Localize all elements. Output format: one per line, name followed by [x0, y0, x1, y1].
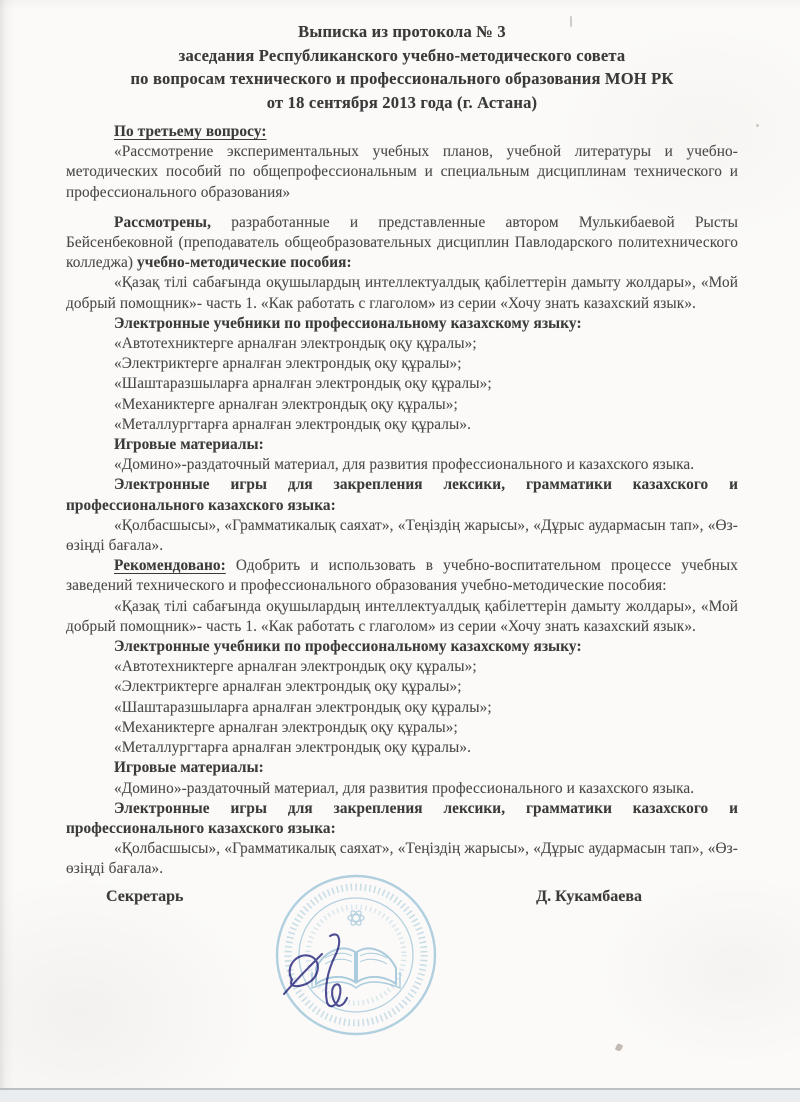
ebook-item: «Металлургтарға арналған электрондық оқу құралы».	[114, 739, 472, 757]
ebook-item: «Механиктерге арналған электрондық оқу құралы»;	[114, 395, 458, 413]
ebook-item: «Электриктерге арналған электрондық оқу құралы»;	[114, 678, 462, 696]
scan-artifact	[756, 124, 759, 127]
games-heading: Игровые материалы:	[114, 759, 264, 777]
title-line-2: заседания Республиканского учебно-методического совета	[178, 45, 626, 65]
title-line-4: от 18 сентября 2013 года (г. Астана)	[266, 92, 538, 112]
ebook-item: «Автотехниктерге арналған электрондық оқу құралы»;	[114, 658, 477, 676]
signature-row	[66, 888, 738, 906]
egames-list: «Қолбасшысы», «Грамматикалық саяхат», «Теңіздің жарысы», «Дұрыс аудармасын тап», «Өз-өзіңді бағала».	[66, 840, 738, 878]
question-heading: По третьему вопросу:	[114, 123, 267, 140]
domino-paragraph: «Домино»-раздаточный материал, для развития профессионального и казахского языка.	[114, 779, 695, 797]
ebook-item: «Шаштаразшыларға арналған электрондық оқу құралы»;	[114, 375, 492, 393]
secretary-label: Секретарь	[106, 887, 184, 905]
reviewed-paragraph: Рассмотрены, разработанные и представленные автором Мулькибаевой Рысты Бейсенбековной (преподаватель общеобразовательных дисциплин Павлодарского политехнического колледжа) учебно-методические пособия:	[66, 213, 738, 272]
recommended-paragraph: Рекомендовано: Одобрить и использовать в учебно-воспитательном процессе учебных заведений технического и профессионального образования учебно-методические пособия:	[66, 557, 738, 595]
ebooks-heading: Электронные учебники по профессиональному казахскому языку:	[114, 638, 582, 656]
ebook-item: «Шаштаразшыларға арналған электрондық оқу құралы»;	[114, 698, 492, 716]
question-quote: «Рассмотрение экспериментальных учебных планов, учебной литературы и учебно-методических пособий по общепрофессиональным и специальным дисциплинам технического и профессионального образования»	[66, 143, 738, 201]
scan-artifact	[570, 16, 572, 27]
document-title	[66, 20, 738, 114]
manuals-paragraph: «Қазақ тілі сабағында оқушылардың интеллектуалдық қабілеттерін дамыту жолдары», «Мой добрый помощник»- часть 1. «Как работать с глаголом» из серии «Хочу знать казахский язык».	[66, 274, 738, 312]
scan-edge-band	[0, 1090, 800, 1102]
title-line-3: по вопросам технического и профессионального образования МОН РК	[130, 69, 674, 88]
title-line-1: Выписка из протокола № 3	[298, 22, 506, 41]
ebook-item: «Механиктерге арналған электрондық оқу құралы»;	[114, 718, 458, 736]
ebook-item: «Автотехниктерге арналған электрондық оқу құралы»;	[114, 335, 477, 353]
ebook-item: «Электриктерге арналған электрондық оқу құралы»;	[114, 355, 462, 373]
egames-heading: Электронные игры для закрепления лексики, грамматики казахского и профессионального казахского языка:	[66, 476, 738, 514]
egames-heading: Электронные игры для закрепления лексики, грамматики казахского и профессионального казахского языка:	[66, 799, 738, 837]
games-heading: Игровые материалы:	[114, 436, 264, 454]
ebooks-heading: Электронные учебники по профессиональному казахскому языку:	[114, 314, 582, 332]
manuals-paragraph: «Қазақ тілі сабағында оқушылардың интеллектуалдық қабілеттерін дамыту жолдары», «Мой добрый помощник»- часть 1. «Как работать с глаголом» из серии «Хочу знать казахский язык».	[66, 597, 738, 635]
domino-paragraph: «Домино»-раздаточный материал, для развития профессионального и казахского языка.	[114, 456, 695, 474]
egames-list: «Қолбасшысы», «Грамматикалық саяхат», «Теңіздің жарысы», «Дұрыс аудармасын тап», «Өз-өзіңді бағала».	[66, 516, 738, 555]
ebook-item: «Металлургтарға арналған электрондық оқу құралы».	[114, 415, 472, 433]
secretary-name: Д. Кукамбаева	[536, 887, 642, 905]
